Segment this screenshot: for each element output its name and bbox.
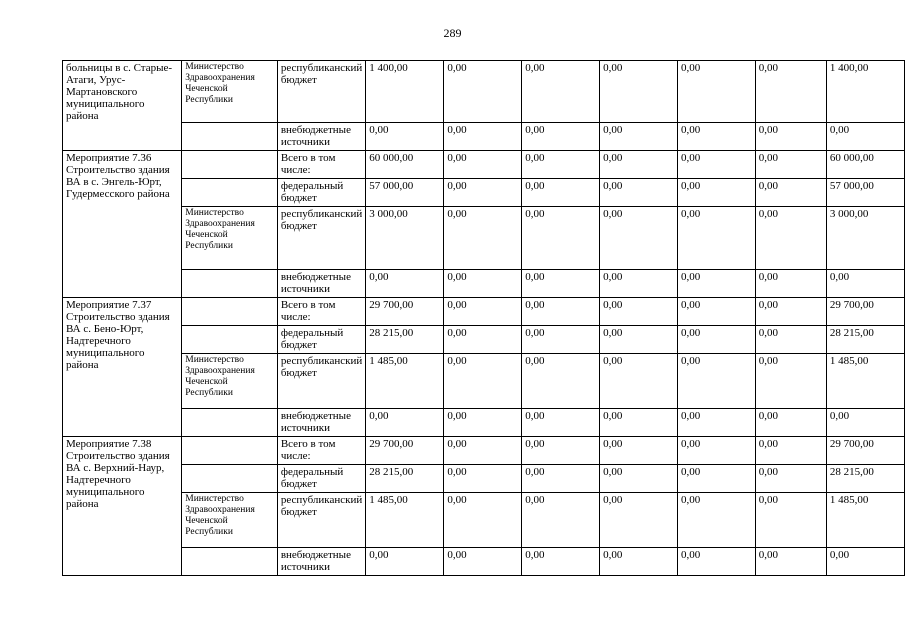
measure-name-cell: Мероприятие 7.38 Строительство здания ВА с. Верхний-Наур, Надтеречного муниципального района (63, 436, 182, 575)
value-cell: 29 700,00 (366, 436, 444, 464)
budget-table-body (63, 61, 905, 576)
executor-cell: Министерство Здравоохранения Чеченской Республики (182, 492, 278, 547)
value-cell: 0,00 (522, 325, 600, 353)
funding-source-cell: федеральный бюджет (277, 178, 365, 206)
executor-cell (182, 297, 278, 325)
value-cell: 0,00 (755, 150, 826, 178)
table-row (63, 408, 905, 436)
value-cell: 0,00 (600, 206, 678, 269)
value-cell: 0,00 (755, 178, 826, 206)
value-cell: 0,00 (677, 408, 755, 436)
executor-cell (182, 547, 278, 575)
value-cell: 0,00 (677, 178, 755, 206)
value-cell: 0,00 (755, 122, 826, 150)
value-cell: 57 000,00 (366, 178, 444, 206)
measure-name-cell: Мероприятие 7.36 Строительство здания ВА в с. Энгель-Юрт, Гудермесского района (63, 150, 182, 297)
value-cell: 0,00 (755, 436, 826, 464)
table-row (63, 61, 905, 123)
value-cell: 1 485,00 (366, 353, 444, 408)
value-cell: 0,00 (600, 150, 678, 178)
funding-source-cell: федеральный бюджет (277, 325, 365, 353)
funding-source-cell: внебюджетные источники (277, 122, 365, 150)
measure-name-cell (63, 122, 182, 150)
total-cell: 60 000,00 (826, 150, 904, 178)
total-cell: 1 485,00 (826, 492, 904, 547)
funding-source-cell: республиканский бюджет (277, 61, 365, 123)
value-cell: 28 215,00 (366, 325, 444, 353)
total-cell: 1 485,00 (826, 353, 904, 408)
value-cell: 0,00 (522, 353, 600, 408)
value-cell: 0,00 (522, 178, 600, 206)
executor-cell (182, 178, 278, 206)
value-cell: 0,00 (366, 547, 444, 575)
funding-source-cell: федеральный бюджет (277, 464, 365, 492)
value-cell: 0,00 (677, 150, 755, 178)
value-cell: 0,00 (677, 297, 755, 325)
table-row (63, 150, 905, 178)
executor-cell (182, 464, 278, 492)
value-cell: 0,00 (677, 464, 755, 492)
value-cell: 0,00 (600, 178, 678, 206)
table-row (63, 122, 905, 150)
value-cell: 0,00 (522, 122, 600, 150)
value-cell: 0,00 (600, 436, 678, 464)
value-cell: 0,00 (600, 61, 678, 123)
table-row (63, 297, 905, 325)
value-cell: 0,00 (366, 269, 444, 297)
value-cell: 0,00 (522, 492, 600, 547)
value-cell: 0,00 (755, 325, 826, 353)
value-cell: 0,00 (444, 178, 522, 206)
value-cell: 0,00 (677, 353, 755, 408)
total-cell: 0,00 (826, 547, 904, 575)
value-cell: 0,00 (522, 547, 600, 575)
value-cell: 0,00 (600, 325, 678, 353)
table-row (63, 269, 905, 297)
funding-source-cell: внебюджетные источники (277, 269, 365, 297)
executor-cell: Министерство Здравоохранения Чеченской Республики (182, 61, 278, 123)
value-cell: 0,00 (522, 464, 600, 492)
executor-cell (182, 269, 278, 297)
value-cell: 0,00 (600, 269, 678, 297)
total-cell: 28 215,00 (826, 325, 904, 353)
value-cell: 0,00 (755, 408, 826, 436)
value-cell: 0,00 (444, 206, 522, 269)
value-cell: 1 400,00 (366, 61, 444, 123)
value-cell: 0,00 (677, 547, 755, 575)
value-cell: 60 000,00 (366, 150, 444, 178)
value-cell: 0,00 (444, 122, 522, 150)
funding-source-cell: республиканский бюджет (277, 353, 365, 408)
value-cell: 0,00 (677, 269, 755, 297)
table-row (63, 436, 905, 464)
total-cell: 29 700,00 (826, 297, 904, 325)
value-cell: 0,00 (677, 436, 755, 464)
total-cell: 1 400,00 (826, 61, 904, 123)
value-cell: 0,00 (600, 297, 678, 325)
value-cell: 0,00 (755, 353, 826, 408)
value-cell: 0,00 (755, 464, 826, 492)
executor-cell (182, 150, 278, 178)
value-cell: 0,00 (600, 122, 678, 150)
value-cell: 0,00 (444, 353, 522, 408)
funding-source-cell: Всего в том числе: (277, 436, 365, 464)
funding-source-cell: внебюджетные источники (277, 547, 365, 575)
total-cell: 0,00 (826, 122, 904, 150)
executor-cell (182, 325, 278, 353)
value-cell: 0,00 (366, 122, 444, 150)
budget-table (62, 60, 905, 576)
value-cell: 0,00 (444, 408, 522, 436)
value-cell: 28 215,00 (366, 464, 444, 492)
table-row (63, 178, 905, 206)
executor-cell (182, 122, 278, 150)
value-cell: 0,00 (522, 408, 600, 436)
value-cell: 0,00 (444, 464, 522, 492)
table-row (63, 325, 905, 353)
measure-name-cell: больницы в с. Старые-Атаги, Урус-Мартановского муниципального района (63, 61, 182, 123)
value-cell: 0,00 (755, 61, 826, 123)
value-cell: 0,00 (366, 408, 444, 436)
funding-source-cell: Всего в том числе: (277, 297, 365, 325)
value-cell: 0,00 (444, 492, 522, 547)
value-cell: 0,00 (522, 61, 600, 123)
total-cell: 57 000,00 (826, 178, 904, 206)
funding-source-cell: республиканский бюджет (277, 206, 365, 269)
value-cell: 1 485,00 (366, 492, 444, 547)
value-cell: 0,00 (600, 408, 678, 436)
total-cell: 0,00 (826, 408, 904, 436)
value-cell: 0,00 (755, 269, 826, 297)
value-cell: 0,00 (755, 297, 826, 325)
total-cell: 28 215,00 (826, 464, 904, 492)
value-cell: 0,00 (677, 206, 755, 269)
value-cell: 0,00 (444, 61, 522, 123)
value-cell: 0,00 (522, 150, 600, 178)
value-cell: 0,00 (677, 61, 755, 123)
table-row (63, 464, 905, 492)
value-cell: 0,00 (600, 353, 678, 408)
value-cell: 0,00 (677, 325, 755, 353)
value-cell: 0,00 (444, 547, 522, 575)
funding-source-cell: внебюджетные источники (277, 408, 365, 436)
value-cell: 0,00 (522, 436, 600, 464)
value-cell: 0,00 (522, 206, 600, 269)
value-cell: 0,00 (600, 547, 678, 575)
executor-cell: Министерство Здравоохранения Чеченской Республики (182, 206, 278, 269)
table-row (63, 353, 905, 408)
executor-cell (182, 436, 278, 464)
table-row (63, 206, 905, 269)
value-cell: 0,00 (755, 547, 826, 575)
measure-name-cell: Мероприятие 7.37 Строительство здания ВА с. Бено-Юрт, Надтеречного муниципального района (63, 297, 182, 436)
executor-cell: Министерство Здравоохранения Чеченской Республики (182, 353, 278, 408)
table-row (63, 492, 905, 547)
value-cell: 0,00 (522, 269, 600, 297)
value-cell: 0,00 (444, 269, 522, 297)
value-cell: 0,00 (600, 492, 678, 547)
total-cell: 29 700,00 (826, 436, 904, 464)
total-cell: 3 000,00 (826, 206, 904, 269)
value-cell: 0,00 (600, 464, 678, 492)
page-number: 289 (443, 26, 462, 40)
total-cell: 0,00 (826, 269, 904, 297)
value-cell: 0,00 (755, 206, 826, 269)
value-cell: 3 000,00 (366, 206, 444, 269)
value-cell: 0,00 (522, 297, 600, 325)
value-cell: 0,00 (444, 150, 522, 178)
value-cell: 0,00 (755, 492, 826, 547)
funding-source-cell: Всего в том числе: (277, 150, 365, 178)
table-row (63, 547, 905, 575)
value-cell: 0,00 (677, 492, 755, 547)
value-cell: 0,00 (444, 297, 522, 325)
value-cell: 29 700,00 (366, 297, 444, 325)
value-cell: 0,00 (444, 325, 522, 353)
value-cell: 0,00 (444, 436, 522, 464)
funding-source-cell: республиканский бюджет (277, 492, 365, 547)
value-cell: 0,00 (677, 122, 755, 150)
executor-cell (182, 408, 278, 436)
